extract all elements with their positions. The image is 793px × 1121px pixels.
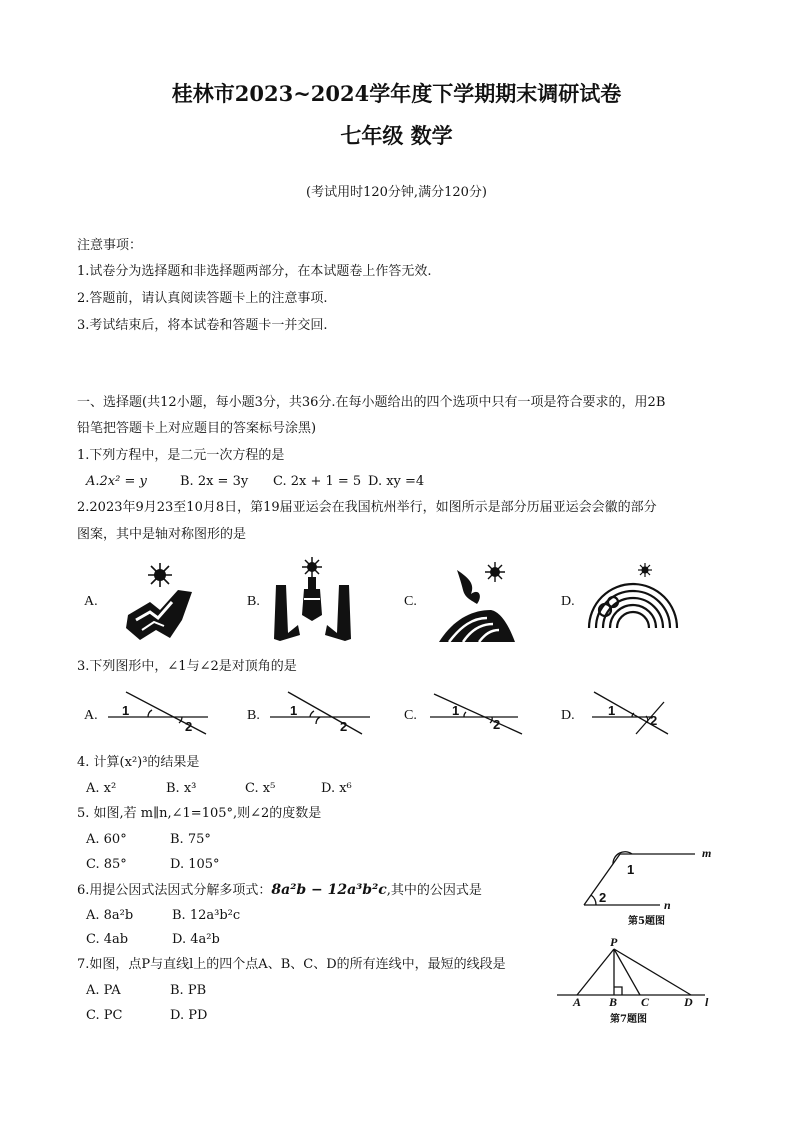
emblem-d-image <box>583 562 683 637</box>
q3-option-a-label: A. <box>84 708 98 723</box>
q1-option-d: D. xy =4 <box>368 474 425 489</box>
point-p-label: P <box>610 935 618 949</box>
point-a-label: A <box>573 995 582 1009</box>
q6-option-d: D. 4a²b <box>172 932 220 947</box>
q6-option-c: C. 4ab <box>86 932 129 947</box>
q6-option-b: B. 12a³b²c <box>172 908 241 923</box>
q7-option-b: B. PB <box>170 983 207 998</box>
angle-2-label: 2 <box>599 890 607 905</box>
angle-2-label: 2 <box>185 719 193 734</box>
notice-item: 3.考试结束后，将本试卷和答题卡一并交回. <box>77 318 328 333</box>
q3-figure-a <box>108 690 208 735</box>
q3-option-b-label: B. <box>247 708 260 723</box>
angle-2-label: 2 <box>650 713 658 728</box>
notice-item: 2.答题前，请认真阅读答题卡上的注意事项. <box>77 291 328 306</box>
q2-option-c-label: C. <box>404 594 417 609</box>
exam-info: (考试用时120分钟,满分120分) <box>306 185 487 200</box>
section-intro: 一、选择题(共12小题，每小题3分，共36分.在每小题给出的四个选项中只有一项是符合要求的，用2B <box>77 395 666 410</box>
line-n-label: n <box>664 898 671 912</box>
q6-stem-tail: ,其中的公因式是 <box>386 883 482 898</box>
q1-stem: 1.下列方程中，是二元一次方程的是 <box>77 448 285 463</box>
point-d-label: D <box>684 995 693 1009</box>
point-b-label: B <box>609 995 618 1009</box>
q5-option-b: B. 75° <box>170 832 211 847</box>
point-c-label: C <box>641 995 650 1009</box>
q4-stem: 4. 计算(x²)³的结果是 <box>77 755 200 770</box>
notice-heading: 注意事项： <box>77 238 143 253</box>
q2-option-a-label: A. <box>84 594 98 609</box>
q7-stem: 7.如图，点P与直线l上的四个点A、B、C、D的所有连线中，最短的线段是 <box>77 957 506 972</box>
q5-option-a: A. 60° <box>86 832 127 847</box>
line-m-label: m <box>702 846 712 860</box>
q1-option-a: A.2x² = y <box>86 474 147 489</box>
q7-option-d: D. PD <box>170 1008 208 1023</box>
angle-1-label: 1 <box>290 703 298 718</box>
emblem-a-image <box>120 560 200 645</box>
emblem-c-image <box>435 560 520 645</box>
angle-1-label: 1 <box>452 703 460 718</box>
section-intro: 铅笔把答题卡上对应题目的答案标号涂黑) <box>77 421 317 436</box>
q7-option-a: A. PA <box>86 983 121 998</box>
q3-stem: 3.下列图形中，∠1与∠2是对顶角的是 <box>77 659 297 674</box>
q5-stem: 5. 如图,若 m∥n,∠1=105°,则∠2的度数是 <box>77 806 322 821</box>
q5-figure-caption: 第5题图 <box>628 916 665 927</box>
page-subtitle: 七年级 数学 <box>340 123 453 148</box>
q6-stem: 6.用提公因式法因式分解多项式： <box>77 883 272 898</box>
q2-stem: 2.2023年9月23至10月8日，第19届亚运会在我国杭州举行，如图所示是部分历届亚运会会徽的部分 <box>77 500 657 515</box>
q3-option-c-label: C. <box>404 708 417 723</box>
q1-option-c: C. 2x + 1 = 5 <box>273 474 362 489</box>
emblem-b-image <box>270 555 355 645</box>
angle-2-label: 2 <box>340 719 348 734</box>
q5-option-c: C. 85° <box>86 857 127 872</box>
q7-figure-caption: 第7题图 <box>610 1014 647 1025</box>
q4-option-d: D. x⁶ <box>321 781 352 796</box>
q7-figure <box>555 935 715 1010</box>
angle-1-label: 1 <box>122 703 130 718</box>
angle-1-label: 1 <box>608 703 616 718</box>
q3-figure-c <box>430 690 530 735</box>
q5-option-d: D. 105° <box>170 857 220 872</box>
q6-expression: 8a²b − 12a³b²c <box>271 882 387 898</box>
q6-stem-line <box>77 882 482 899</box>
q2-option-b-label: B. <box>247 594 260 609</box>
q1-option-b: B. 2x = 3y <box>180 474 249 489</box>
q4-option-b: B. x³ <box>166 781 197 796</box>
page-title: 桂林市2023~2024学年度下学期期末调研试卷 <box>171 81 622 106</box>
q7-option-c: C. PC <box>86 1008 123 1023</box>
notice-item: 1.试卷分为选择题和非选择题两部分，在本试题卷上作答无效. <box>77 264 432 279</box>
q6-option-a: A. 8a²b <box>86 908 134 923</box>
q4-option-a: A. x² <box>86 781 117 796</box>
q3-figure-b <box>270 690 370 735</box>
angle-2-label: 2 <box>493 717 501 732</box>
q2-option-d-label: D. <box>561 594 575 609</box>
q2-stem: 图案，其中是轴对称图形的是 <box>77 527 247 542</box>
q3-figure-d <box>592 690 672 735</box>
angle-1-label: 1 <box>627 862 635 877</box>
q4-option-c: C. x⁵ <box>245 781 276 796</box>
line-l-label: l <box>705 995 709 1009</box>
q3-option-d-label: D. <box>561 708 575 723</box>
